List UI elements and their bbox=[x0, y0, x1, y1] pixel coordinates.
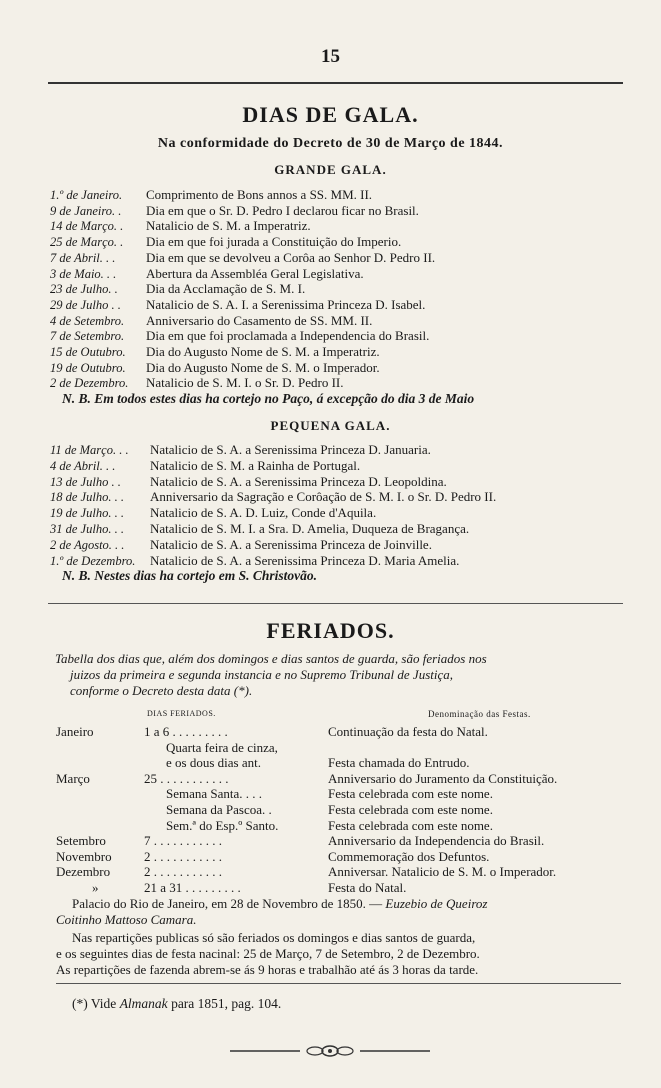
item-date: 1.º de Janeiro. bbox=[50, 188, 123, 202]
pequena-gala-heading: PEQUENA GALA. bbox=[270, 418, 391, 433]
item-date: 19 de Outubro. bbox=[50, 360, 126, 375]
note-line-2: e os seguintes dias de festa nacinal: 25 de Março, 7 de Setembro, 2 de Dezembro. bbox=[56, 946, 480, 961]
item-date: 2 de Dezembro. bbox=[50, 376, 129, 391]
feriado-name: Commemoração dos Defuntos. bbox=[328, 848, 490, 864]
item-date: 19 de Julho. . . bbox=[50, 506, 124, 521]
feriado-name: Festa celebrada com este nome. bbox=[328, 802, 493, 817]
footnote-prefix: (*) Vide bbox=[72, 996, 117, 1011]
item-text: Dia do Augusto Nome de S. M. o Imperador. bbox=[146, 359, 380, 375]
signature-line-2 bbox=[56, 912, 197, 927]
pequena-gala-item bbox=[50, 521, 469, 537]
item-date: 7 de Setembro. bbox=[50, 329, 125, 344]
grande-gala-note: N. B. Em todos estes dias ha cortejo no Paço, á excepção do dia 3 de Maio bbox=[62, 391, 475, 406]
feriados-intro-line-1: Tabella dos dias que, além dos domingos e dias santos de guarda, são feriados nos bbox=[55, 651, 487, 666]
feriado-day: Semana da Pascoa. . bbox=[166, 802, 272, 817]
feriado-month: » bbox=[92, 880, 99, 895]
item-text: Dia em que o Sr. D. Pedro I declarou ficar no Brasil. bbox=[146, 202, 419, 218]
grande-gala-item bbox=[50, 234, 401, 250]
item-text: Dia da Acclamação de S. M. I. bbox=[146, 281, 306, 297]
pequena-gala-item bbox=[50, 474, 447, 490]
item-date: 14 de Março. . bbox=[50, 219, 124, 234]
feriado-month: Janeiro bbox=[56, 724, 94, 739]
item-text: Natalicio de S. A. I. a Serenissima Princeza D. Isabel. bbox=[146, 296, 426, 312]
item-date: 2 de Agosto. . . bbox=[50, 537, 125, 552]
item-text: Dia em que foi jurada a Constituição do Imperio. bbox=[146, 234, 402, 250]
pequena-gala-item bbox=[50, 442, 431, 458]
feriado-day: 2 . . . . . . . . . . . bbox=[144, 864, 222, 880]
grande-gala-item bbox=[50, 297, 425, 313]
item-date: 7 de Abril. . . bbox=[50, 250, 116, 265]
item-date: 31 de Julho. . . bbox=[50, 522, 124, 536]
grande-gala-item bbox=[50, 266, 364, 282]
grande-gala-item bbox=[50, 375, 344, 391]
grande-gala-item bbox=[50, 313, 372, 329]
feriado-month: Março bbox=[56, 770, 90, 786]
grande-gala-item bbox=[50, 344, 380, 360]
item-text: Comprimento de Bons annos a SS. MM. II. bbox=[146, 187, 373, 202]
feriado-day: 7 . . . . . . . . . . . bbox=[144, 833, 222, 849]
grande-gala-item bbox=[50, 360, 380, 376]
grande-gala-item bbox=[50, 328, 429, 344]
item-date: 25 de Março. . bbox=[50, 235, 124, 250]
item-date: 18 de Julho. . . bbox=[50, 490, 124, 505]
item-text: Natalicio de S. M. I. o Sr. D. Pedro II. bbox=[146, 375, 344, 391]
feriados-intro-line-3: conforme o Decreto desta data (*). bbox=[70, 683, 253, 698]
item-text: Anniversario da Sagração e Corôação de S. M. I. o Sr. D. Pedro II. bbox=[150, 489, 497, 505]
item-date: 3 de Maio. . . bbox=[50, 266, 117, 281]
feriado-month: Dezembro bbox=[56, 864, 111, 880]
pequena-gala-item bbox=[50, 505, 376, 521]
item-text: Natalicio de S. M. a Imperatriz. bbox=[146, 218, 311, 234]
signature-name-1: Euzebio de Queiroz bbox=[385, 896, 488, 911]
pequena-gala-note: N. B. Nestes dias ha cortejo em S. Christovão. bbox=[62, 568, 318, 583]
item-date: 23 de Julho. . bbox=[50, 282, 118, 297]
feriado-name: Festa chamada do Entrudo. bbox=[328, 755, 470, 771]
feriado-name: Festa celebrada com este nome. bbox=[328, 786, 493, 802]
item-text: Natalicio de S. A. a Serenissima Princeza D. Leopoldina. bbox=[150, 473, 447, 489]
item-text: Dia em que se devolveu a Corôa ao Senhor D. Pedro II. bbox=[146, 249, 436, 265]
footnote-suffix: para 1851, pag. 104. bbox=[171, 996, 282, 1011]
note-line-1: Nas repartições publicas só são feriados os domingos e dias santos de guarda, bbox=[72, 930, 476, 945]
item-date: 1.º de Dezembro. bbox=[50, 553, 136, 568]
feriado-name: Festa celebrada com este nome. bbox=[328, 817, 493, 833]
grande-gala-heading: GRANDE GALA. bbox=[274, 162, 387, 177]
feriado-name: Continuação da festa do Natal. bbox=[328, 724, 488, 739]
feriado-name: Anniversario da Independencia do Brasil. bbox=[328, 833, 545, 849]
item-text: Natalicio de S. A. D. Luiz, Conde d'Aquila. bbox=[150, 505, 377, 521]
signature-name-2: Coitinho Mattoso Camara. bbox=[56, 912, 197, 927]
footnote-rule bbox=[56, 983, 621, 984]
feriado-day: e os dous dias ant. bbox=[166, 755, 261, 771]
footnote-title: Almanak bbox=[119, 996, 168, 1011]
feriado-name: Anniversar. Natalicio de S. M. o Imperador. bbox=[328, 864, 557, 880]
grande-gala-item bbox=[50, 281, 305, 297]
feriado-day: 2 . . . . . . . . . . . bbox=[144, 848, 222, 864]
feriado-day: 1 a 6 . . . . . . . . . bbox=[144, 724, 228, 739]
pequena-gala-item bbox=[50, 537, 432, 553]
item-text: Natalicio de S. M. I. a Sra. D. Amelia, Duqueza de Bragança. bbox=[150, 521, 470, 536]
signature-text: Palacio do Rio de Janeiro, em 28 de Novembro de 1850. — bbox=[72, 896, 383, 911]
ornament-flourish-icon bbox=[230, 1045, 430, 1057]
item-date: 4 de Abril. . . bbox=[50, 458, 116, 473]
item-date: 15 de Outubro. bbox=[50, 345, 126, 359]
item-text: Abertura da Assembléa Geral Legislativa. bbox=[146, 265, 364, 281]
feriado-day: Quarta feira de cinza, bbox=[166, 739, 278, 755]
feriados-intro-line-2: juizos da primeira e segunda instancia e no Supremo Tribunal de Justiça, bbox=[70, 667, 453, 682]
pequena-gala-item bbox=[50, 489, 496, 505]
item-date: 11 de Março. . . bbox=[50, 443, 129, 457]
column-header-dias: DIAS FERIADOS. bbox=[147, 709, 216, 718]
item-text: Natalicio de S. A. a Serenissima Princeza D. Januaria. bbox=[150, 442, 431, 457]
footnote bbox=[72, 996, 281, 1011]
pequena-gala-item bbox=[50, 458, 360, 474]
page-number: 15 bbox=[321, 46, 340, 67]
item-date: 4 de Setembro. bbox=[50, 313, 125, 328]
grande-gala-item bbox=[50, 203, 419, 219]
feriado-day: 21 a 31 . . . . . . . . . bbox=[144, 880, 241, 895]
item-text: Natalicio de S. A. a Serenissima Princeza de Joinville. bbox=[150, 536, 432, 552]
feriado-month: Novembro bbox=[56, 848, 112, 864]
item-date: 29 de Julho . . bbox=[50, 297, 121, 312]
column-header-festas: Denominação das Festas. bbox=[428, 709, 531, 719]
note-line-3: As repartições de fazenda abrem-se ás 9 horas e trabalhão até ás 3 horas da tarde. bbox=[56, 962, 479, 977]
feriado-name: Anniversario do Juramento da Constituição. bbox=[328, 770, 558, 786]
feriado-name: Festa do Natal. bbox=[328, 880, 407, 895]
top-rule bbox=[48, 82, 623, 84]
feriado-day: Sem.ª do Esp.º Santo. bbox=[166, 817, 279, 833]
feriados-title: FERIADOS. bbox=[266, 618, 395, 643]
item-text: Dia em que foi proclamada a Independencia do Brasil. bbox=[146, 328, 430, 344]
gala-subtitle: Na conformidade do Decreto de 30 de Março de 1844. bbox=[157, 136, 504, 151]
pequena-gala-item bbox=[50, 553, 459, 569]
item-date: 13 de Julho . . bbox=[50, 474, 121, 489]
item-text: Natalicio de S. M. a Rainha de Portugal. bbox=[150, 457, 361, 473]
feriado-day: 25 . . . . . . . . . . . bbox=[144, 770, 229, 786]
item-date: 9 de Janeiro. . bbox=[50, 203, 122, 218]
item-text: Dia do Augusto Nome de S. M. a Imperatriz. bbox=[146, 344, 380, 359]
item-text: Anniversario do Casamento de SS. MM. II. bbox=[146, 312, 373, 328]
feriado-month: Setembro bbox=[56, 833, 106, 849]
middle-rule bbox=[48, 603, 623, 604]
signature-line bbox=[72, 896, 487, 911]
feriado-day: Semana Santa. . . . bbox=[166, 786, 263, 802]
gala-title: DIAS DE GALA. bbox=[242, 102, 419, 127]
grande-gala-item bbox=[50, 187, 372, 203]
item-text: Natalicio de S. A. a Serenissima Princeza D. Maria Amelia. bbox=[150, 552, 460, 568]
grande-gala-item bbox=[50, 218, 311, 234]
grande-gala-item bbox=[50, 250, 435, 266]
